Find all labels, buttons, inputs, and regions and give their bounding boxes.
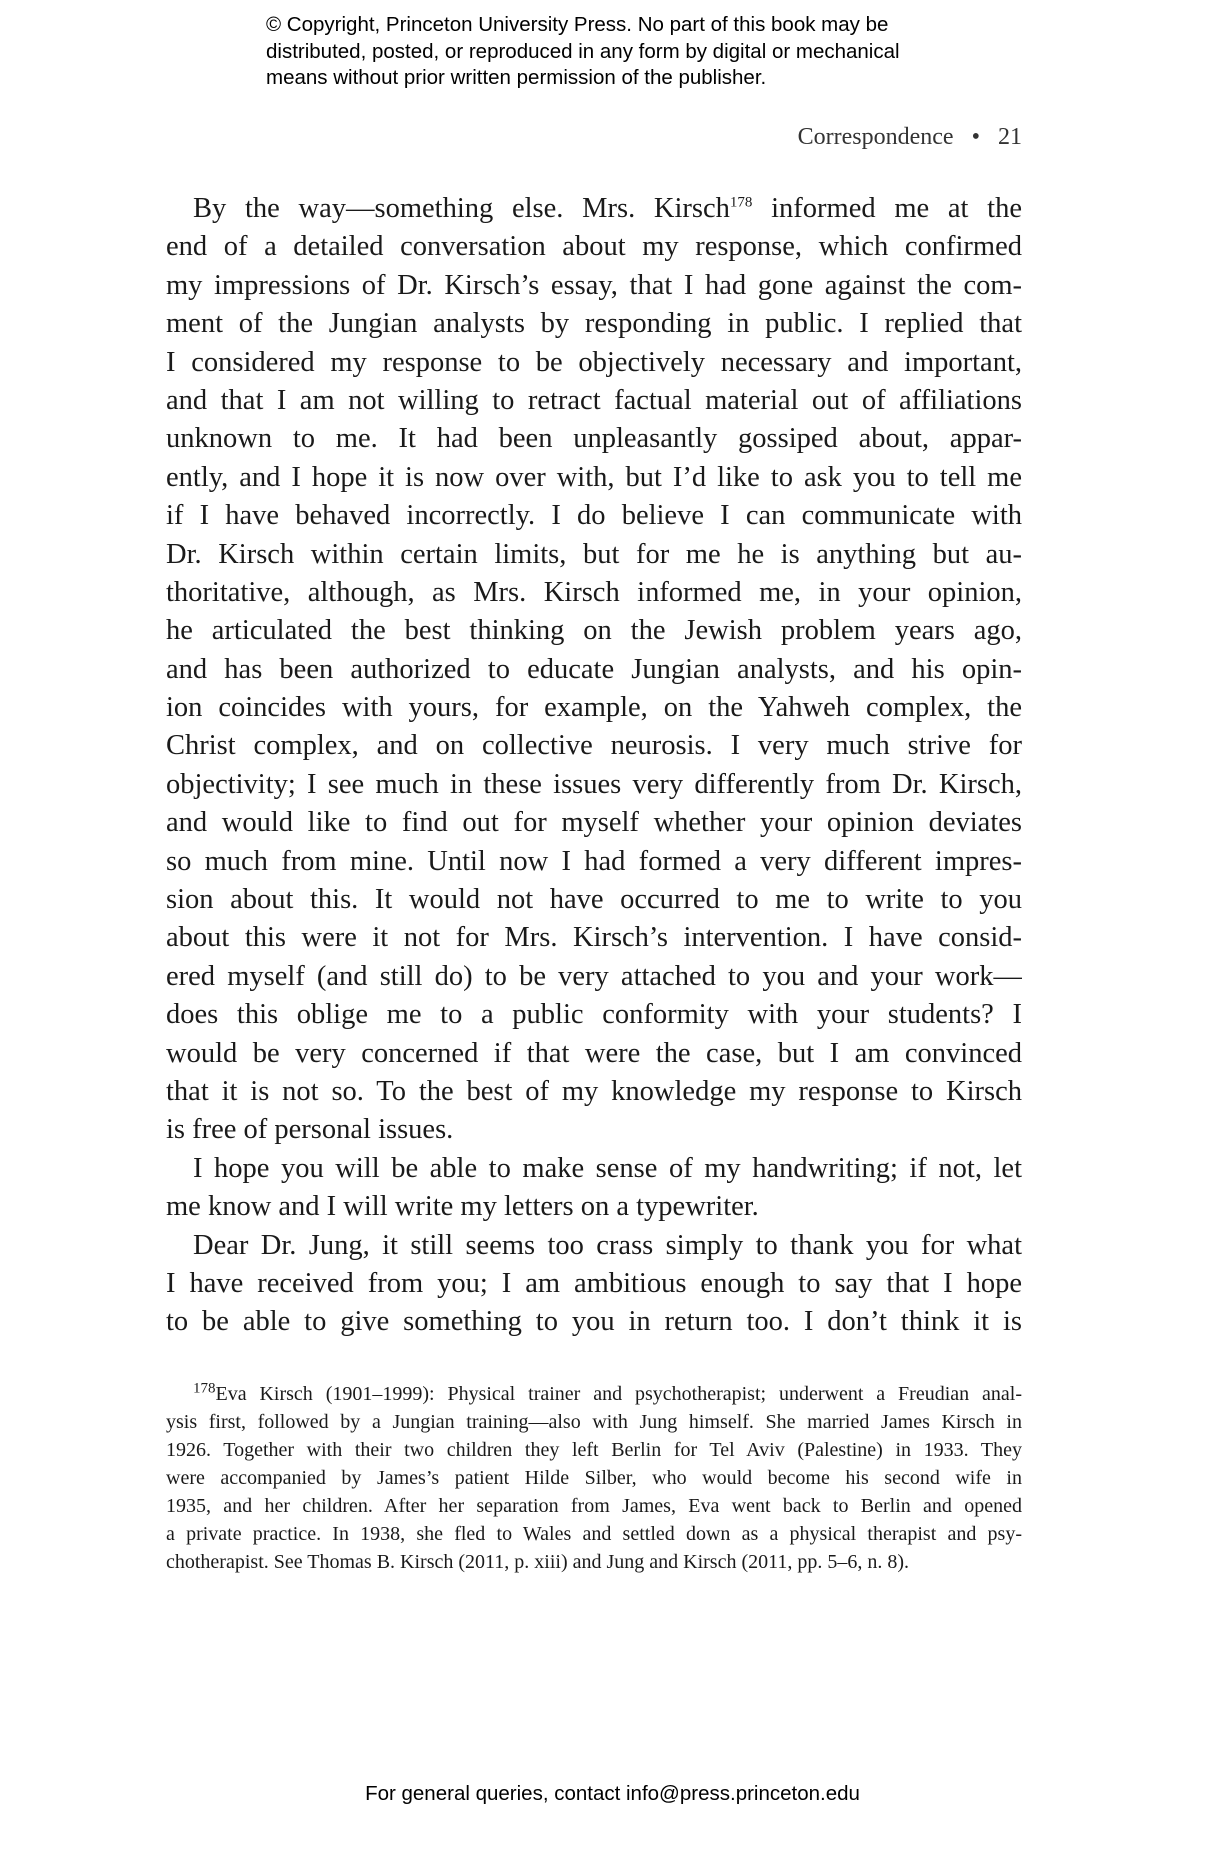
line-text: By the way—something else. Mrs. Kirsch [193,193,730,224]
body-line [166,996,1022,1034]
body-line [166,727,1022,765]
body-line [166,382,1022,420]
line-text: and would like to find out for myself whether your opinion deviates [166,807,1022,839]
line-text: about this were it not for Mrs. Kirsch’s intervention. I have consid- [166,922,1022,954]
line-text: would be very concerned if that were the case, but I am convinced [166,1037,1022,1069]
body-line [166,766,1022,804]
body-line [166,1265,1022,1303]
body-line [166,881,1022,919]
line-text: I hope you will be able to make sense of my handwriting; if not, let [193,1152,1022,1184]
page-number: 21 [998,124,1022,150]
body-line [166,651,1022,689]
line-text: were accompanied by James’s patient Hilde Silber, who would become his second wife in [166,1467,1022,1489]
line-text: if I have behaved incorrectly. I do believe I can communicate with [166,500,1022,532]
body-text [166,190,1022,1342]
body-line [166,958,1022,996]
body-line [166,1035,1022,1073]
footnote-line [166,1408,1022,1436]
contact-footer: For general queries, contact info@press.princeton.edu [365,1782,860,1805]
copyright-line: © Copyright, Princeton University Press. No part of this book may be [266,13,889,36]
body-line [166,1150,1022,1188]
line-text: ion coincides with yours, for example, on the Yahweh complex, the [166,692,1022,724]
line-text: ered myself (and still do) to be very attached to you and your work— [166,960,1022,992]
body-line [166,497,1022,535]
body-line [166,228,1022,266]
body-line [166,267,1022,305]
footnote-line [166,1520,1022,1548]
line-text: to be able to give something to you in return too. I don’t think it is [166,1306,1022,1338]
copyright-notice [266,12,900,92]
line-text: Dr. Kirsch within certain limits, but for me he is anything but au- [166,538,1022,570]
line-text: a private practice. In 1938, she fled to Wales and settled down as a physical therapist and psy- [166,1523,1022,1545]
body-line [166,689,1022,727]
body-line [166,1111,1022,1149]
line-text: and has been authorized to educate Jungian analysts, and his opin- [166,653,1022,685]
body-line [166,574,1022,612]
footnote-line [166,1436,1022,1464]
body-line [166,190,1022,228]
body-line [166,843,1022,881]
line-text: ment of the Jungian analysts by responding in public. I replied that [166,308,1022,340]
footnote-text: Eva Kirsch (1901–1999): Physical trainer and psychotherapist; underwent a Freudian anal- [215,1383,1022,1405]
body-line [166,536,1022,574]
line-text: Christ complex, and on collective neurosis. I very much strive for [166,730,1022,762]
body-line [166,459,1022,497]
body-line [166,1188,1022,1226]
body-line [166,1227,1022,1265]
copyright-line: means without prior written permission of the publisher. [266,66,767,89]
copyright-line: distributed, posted, or reproduced in any form by digital or mechanical [266,39,900,63]
footnote-marker: 178 [193,1380,216,1397]
line-text: informed me at the [752,193,1022,224]
body-line [166,420,1022,458]
line-text: that it is not so. To the best of my knowledge my response to Kirsch [166,1075,1022,1107]
line-text: and that I am not willing to retract factual material out of affiliations [166,384,1022,416]
line-text: my impressions of Dr. Kirsch’s essay, that I had gone against the com- [166,269,1022,301]
line-text: thoritative, although, as Mrs. Kirsch informed me, in your opinion, [166,576,1022,608]
line-text: 1926. Together with their two children they left Berlin for Tel Aviv (Palestine) in 1933. They [166,1439,1022,1461]
line-text: does this oblige me to a public conformity with your students? I [166,999,1022,1031]
line-text: unknown to me. It had been unpleasantly gossiped about, appar- [166,423,1022,455]
line-text: 1935, and her children. After her separation from James, Eva went back to Berlin and opened [166,1495,1022,1517]
line-text: he articulated the best thinking on the Jewish problem years ago, [166,615,1022,647]
running-head-separator: • [971,124,980,150]
footnote-line [166,1380,1022,1408]
body-line [166,1073,1022,1111]
running-head [798,124,1022,151]
footnote [166,1380,1022,1576]
line-text: Dear Dr. Jung, it still seems too crass simply to thank you for what [193,1229,1022,1261]
line-text: objectivity; I see much in these issues very differently from Dr. Kirsch, [166,768,1022,800]
body-line [166,919,1022,957]
line-text: chotherapist. See Thomas B. Kirsch (2011, p. xiii) and Jung and Kirsch (2011, pp. 5–6, n. 8). [166,1551,910,1573]
line-text: I considered my response to be objectively necessary and important, [166,346,1022,378]
line-text: me know and I will write my letters on a typewriter. [166,1191,759,1223]
line-text: so much from mine. Until now I had formed a very different impres- [166,845,1022,877]
line-text: ently, and I hope it is now over with, but I’d like to ask you to tell me [166,461,1022,493]
footnote-line [166,1492,1022,1520]
line-text: sion about this. It would not have occurred to me to write to you [166,884,1022,916]
body-line [166,612,1022,650]
body-line [166,344,1022,382]
body-line [166,1303,1022,1341]
line-text: end of a detailed conversation about my response, which confirmed [166,231,1022,263]
footnote-line [166,1548,1022,1576]
body-line [166,305,1022,343]
line-text: is free of personal issues. [166,1114,454,1146]
line-text: I have received from you; I am ambitious enough to say that I hope [166,1267,1022,1299]
running-head-title: Correspondence [797,124,954,150]
body-line [166,804,1022,842]
line-text: ysis first, followed by a Jungian training—also with Jung himself. She married James Kirsch in [166,1411,1022,1433]
footnote-line [166,1464,1022,1492]
footnote-reference: 178 [729,194,753,211]
